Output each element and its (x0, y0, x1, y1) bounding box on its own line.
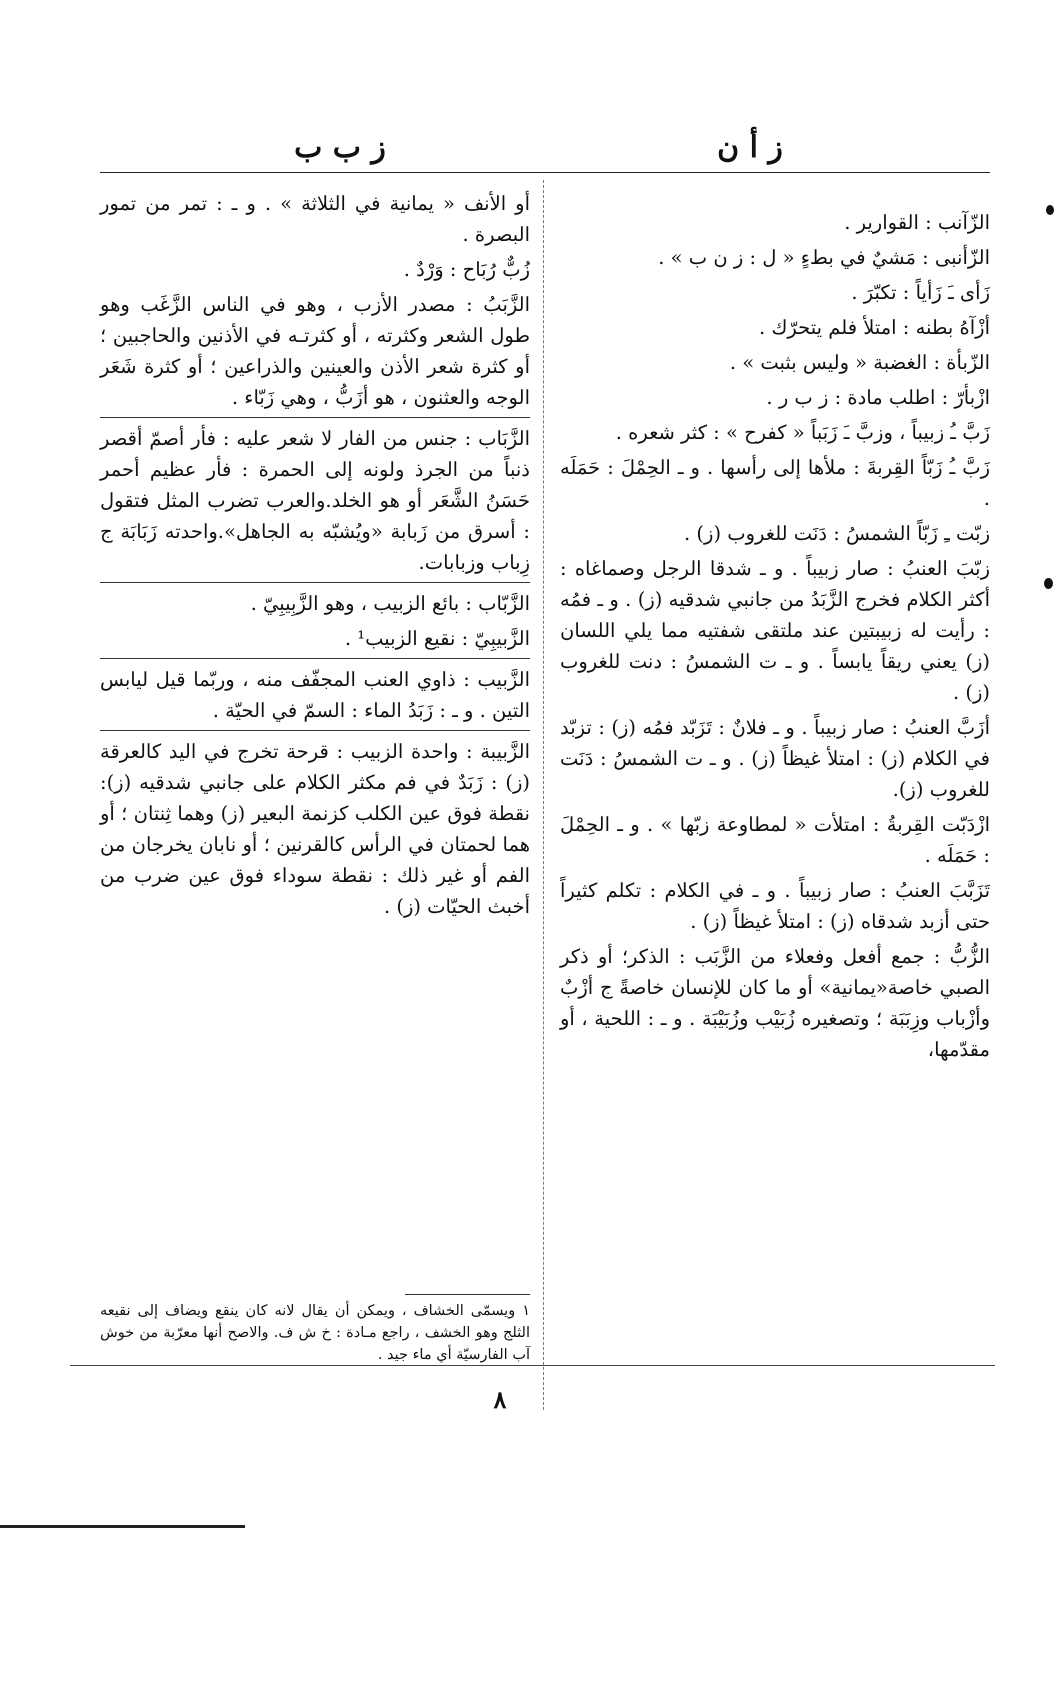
scan-bar (0, 1525, 245, 1528)
column-divider (543, 180, 544, 1410)
entry: أزْآهُ بطنه : امتلأ فلم يتحرّك . (758, 316, 990, 339)
right-column (560, 207, 990, 1069)
entry: الزَّبيبِيّ : نقيع الزبيب¹ . (344, 627, 530, 650)
header-rule (100, 172, 990, 173)
entry: زَبَّ ـُ زَبّاً القِربةَ : ملأها إلى رأسها . و ـ الحِمْلَ : حَمَلَه . (560, 456, 990, 510)
entry-separator (100, 730, 530, 731)
scan-dot (1046, 205, 1054, 215)
entry: الزَّبّاب : بائع الزبيب ، وهو الزَّبِيبِيّ . (250, 592, 530, 615)
footnote-rule (405, 1294, 530, 1295)
entry-separator (100, 417, 530, 418)
entry: ازْبأرّ : اطلب مادة : ز ب ر . (766, 386, 990, 409)
scan-dot (1044, 578, 1053, 589)
entry-separator (100, 582, 530, 583)
entry: زبّبَ العنبُ : صار زبيباً . و ـ شدقا الرجل وصماغاه : أكثر الكلام فخرج الزَّبَدُ من جانبي شدقيه (ز) . و ـ فمُه : رأيت له زبيبتين عند ملتقى شفتيه مما يلي اللسان (ز) يعني ريقاً يابساً . و ـ ت الشمسُ : دنت للغروب (ز) . (560, 557, 990, 704)
entry: ازْدَبّت القِربةُ : امتلأت « لمطاوعة زبّها » . و ـ الحِمْلَ : حَمَلَه . (560, 813, 990, 867)
bottom-rule (70, 1365, 995, 1366)
entry: أو الأنف « يمانية في الثلاثة » . و ـ : تمر من تمور البصرة . (100, 192, 530, 246)
entry: زبّت ـِ زَبّاً الشمسُ : دَنَت للغروب (ز) . (684, 522, 990, 545)
entry: زَبَّ ـُ زبيباً ، وزبَّ ـَ زَبَباً « كفرح » : كثر شعره . (615, 421, 990, 444)
entry: أزَبَّ العنبُ : صار زبيباً . و ـ فلانٌ : تَزَبّد فمُه (ز) : تزبّد في الكلام (ز) : امتلأ غيظاً (ز) . و ـ ت الشمسُ : دَنَت للغروب (ز). (560, 716, 990, 801)
entry: الزّبأة : الغضبة « وليس بثبت » . (729, 351, 990, 374)
entry: تَزَبَّبَ العنبُ : صار زبيباً . و ـ في الكلام : تكلم كثيراً حتى أزبد شدقاه (ز) : امتلأ غيظاً (ز) . (560, 879, 990, 933)
page-number: ٨ (493, 1385, 507, 1414)
entry: الزّآنب : القوارير . (844, 211, 990, 234)
header-root-right: ز أ ن (717, 130, 783, 165)
entry: الزّأنبى : مَشيٌ في بطءٍ « ل : ز ن ب » . (658, 246, 990, 269)
entry: الزَّبَبُ : مصدر الأزب ، وهو في الناس الزَّغَب وهو طول الشعر وكثرته ، أو كثرتـه في الأذنين والحاجبين ؛ أو كثرة شعر الأذن والعينين والذراعين ؛ أو كثرة شَعَر الوجه والعثنون ، هو أزَبُّ ، وهي زَبّاء . (100, 293, 530, 409)
footnote: ١ ويسمّى الخشاف ، ويمكن أن يقال لانه كان ينقع ويضاف إلى نقيعه الثلج وهو الخشف ، راجع مـادة : خ ش ف. والاصح أنها معرّبة من خوش آب الفارسيّة أي ماء جيد . (100, 1303, 530, 1363)
entry: الزَّبيبة : واحدة الزبيب : قرحة تخرج في اليد كالعرقة (ز) : زَبَدٌ في فم مكثر الكلام على جانبي شدقيه (ز): نقطة فوق عين الكلب كزنمة البعير (ز) وهما ثِنتان ؛ أو هما لحمتان في الرأس كالقرنين ؛ أو نابان يخرجان من الفم أو غير ذلك : نقطة سوداء فوق عين ضرب من أخبث الحيّات (ز) . (100, 740, 530, 918)
entry: الزَّبيب : ذاوي العنب المجفّف منه ، وربّما قيل ليابس التين . و ـ : زَبَدُ الماء : السمّ في الحيّة . (100, 668, 530, 722)
entry-separator (100, 658, 530, 659)
left-column (100, 188, 530, 926)
entry: زُبٌّ رُبَاح : وَرْدٌ . (403, 258, 530, 281)
entry: الزَّبَاب : جنس من الفار لا شعر عليه : فأر أصمّ أقصر ذنباً من الجرذ ولونه إلى الحمرة : فأر عظيم أحمر حَسَنُ الشَّعَر أو هو الخلد.والعرب تضرب المثل فتقول : أسرق من زَبابة «ويُشبّه به الجاهل».واحدته زَبَابَة ج زِباب وزبابات. (100, 427, 530, 574)
header-root-left: ز ب ب (294, 130, 386, 165)
entry: الزُّبُّ : جمع أفعل وفعلاء من الزَّبَب : الذكر؛ أو ذكر الصبي خاصة«يمانية» أو ما كان للإنسان خاصةً ج أزْبٌ وأزْباب وزِبَبَة ؛ وتصغيره زُبَيْب وزُبَيْبَة . و ـ : اللحية ، أو مقدّمها، (560, 945, 990, 1061)
entry: زَأى ـَ زَأياً : تكبّرَ . (851, 281, 990, 304)
